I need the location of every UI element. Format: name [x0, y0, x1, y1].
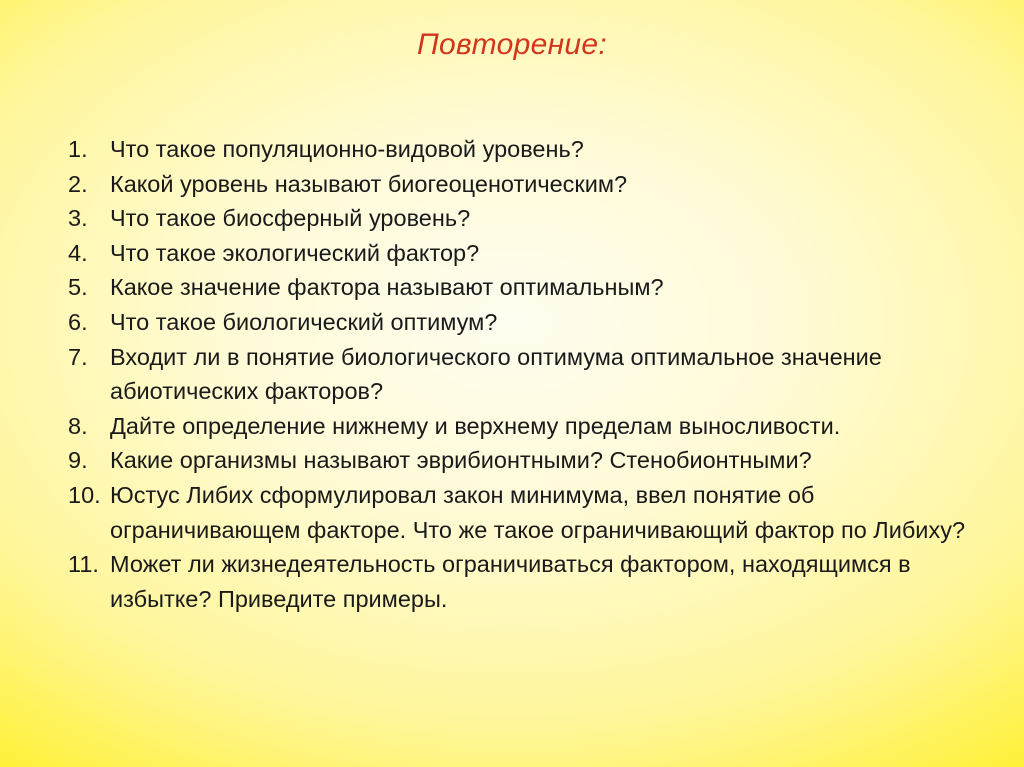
question-number: 9.: [68, 447, 88, 474]
question-item-8: [68, 409, 998, 444]
question-text: Какое значение фактора называют оптимальным?: [110, 274, 664, 301]
question-number: 3.: [68, 205, 88, 232]
question-text: Что такое экологический фактор?: [110, 239, 480, 266]
question-text: Юстус Либих сформулировал закон минимума, ввел понятие об ограничивающем факторе. Что же такое ограничивающий фактор по Либиху?: [110, 481, 966, 543]
question-text: Дайте определение нижнему и верхнему пределам выносливости.: [110, 412, 841, 439]
question-text: Что такое биосферный уровень?: [110, 205, 471, 232]
question-item-1: [68, 132, 998, 167]
question-item-5: [68, 270, 998, 305]
question-number: 7.: [68, 343, 88, 370]
question-item-10: [68, 478, 998, 547]
question-item-4: [68, 236, 998, 271]
question-text: Что такое популяционно-видовой уровень?: [110, 136, 584, 162]
question-text: Какой уровень называют биогеоценотическим?: [110, 170, 628, 197]
question-item-3: [68, 201, 998, 236]
question-text: Может ли жизнедеятельность ограничиваться фактором, находящимся в избытке? Приведите примеры.: [110, 551, 911, 612]
question-text: Какие организмы называют эврибионтными? Стенобионтными?: [110, 447, 812, 474]
slide-title: Повторение:: [417, 28, 607, 61]
question-number: 10.: [68, 481, 101, 508]
question-number: 8.: [68, 412, 88, 439]
question-text: Что такое биологический оптимум?: [110, 308, 498, 335]
question-number: 11.: [68, 551, 99, 578]
question-number: 1.: [68, 136, 88, 162]
question-item-11: [68, 547, 998, 616]
question-number: 2.: [68, 170, 88, 197]
question-item-7: [68, 340, 998, 409]
question-number: 5.: [68, 274, 88, 301]
question-item-2: [68, 167, 998, 202]
question-number: 4.: [68, 239, 88, 266]
question-item-9: [68, 443, 998, 478]
question-item-6: [68, 305, 998, 340]
question-number: 6.: [68, 308, 88, 335]
question-list: [68, 132, 998, 616]
question-text: Входит ли в понятие биологического оптимума оптимальное значение абиотических факторов?: [110, 343, 882, 405]
